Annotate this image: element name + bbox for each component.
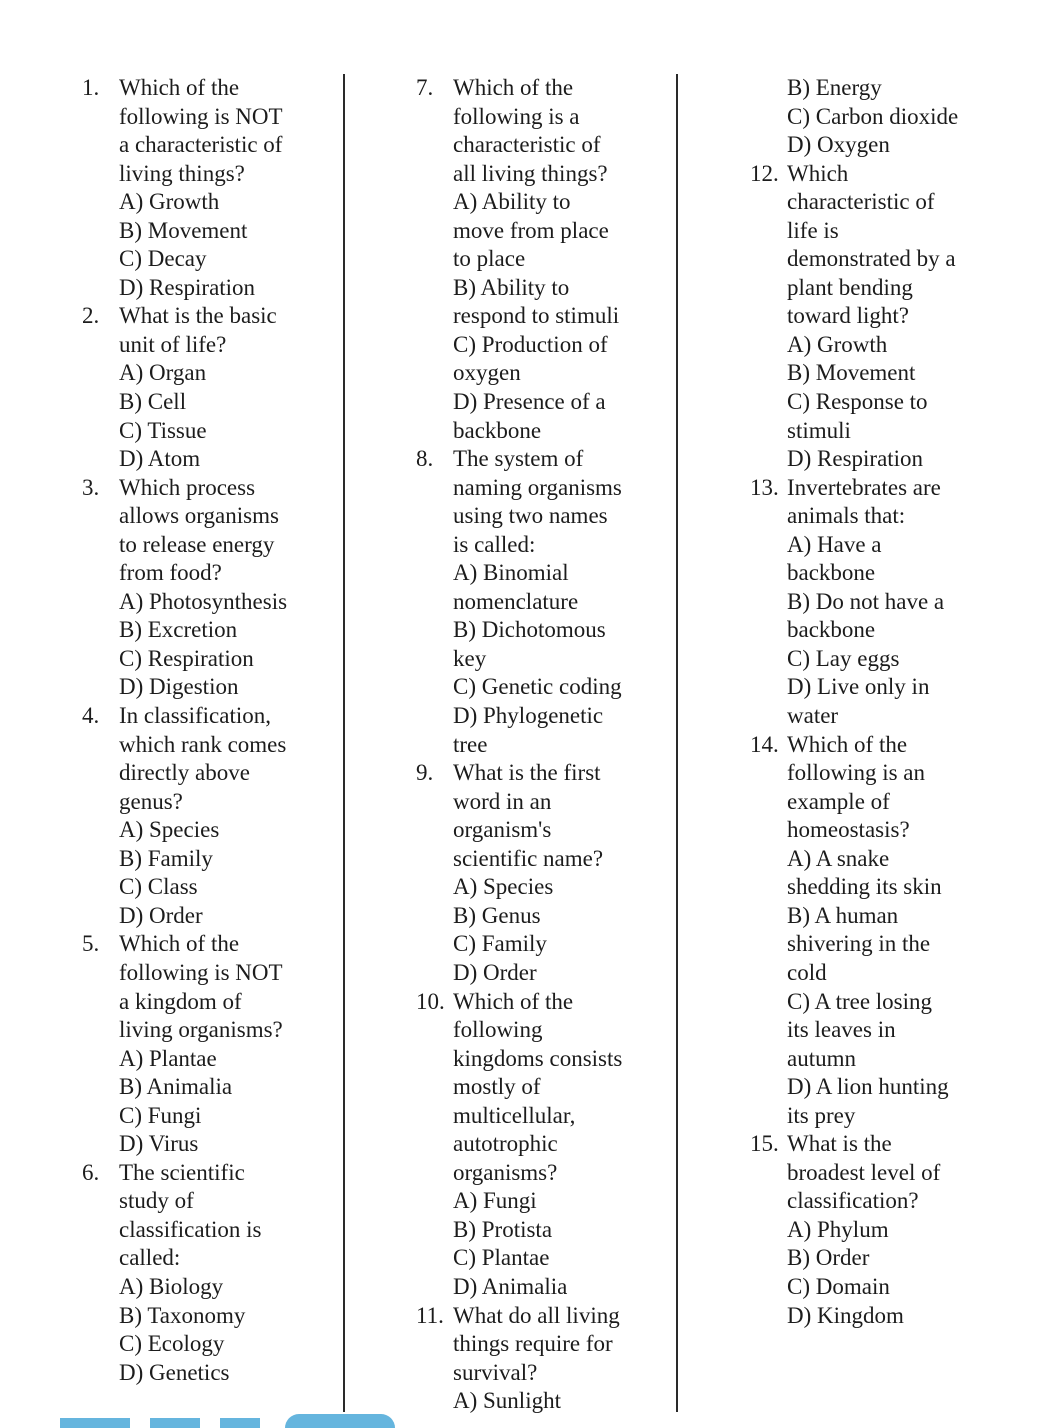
line-text: classification? xyxy=(787,1188,919,1214)
line-text: B) A human xyxy=(787,902,899,928)
line-text: water xyxy=(787,703,839,729)
question-text: Which of the xyxy=(119,75,240,100)
text-line xyxy=(750,1302,1050,1331)
text-line xyxy=(750,217,1050,246)
text-line xyxy=(750,702,1050,731)
line-text: demonstrated by a xyxy=(787,246,956,272)
text-line xyxy=(416,331,676,360)
text-line xyxy=(416,616,676,645)
text-line xyxy=(750,1273,1050,1302)
line-text: to place xyxy=(453,246,526,272)
text-line xyxy=(750,588,1050,617)
text-line xyxy=(416,274,676,303)
text-line xyxy=(750,902,1050,931)
question-line xyxy=(750,474,1050,503)
line-text: multicellular, xyxy=(453,1102,576,1128)
line-text: move from place xyxy=(453,217,609,243)
line-text: following is NOT xyxy=(119,103,283,129)
question-line xyxy=(82,474,342,503)
text-line xyxy=(416,1330,676,1359)
line-text: A) Sunlight xyxy=(453,1388,561,1414)
text-line xyxy=(82,359,342,388)
text-line xyxy=(416,245,676,274)
line-text: B) Animalia xyxy=(119,1074,233,1100)
text-line xyxy=(750,816,1050,845)
line-text: genus? xyxy=(119,788,183,814)
text-line xyxy=(82,1102,342,1131)
line-text: A) Have a xyxy=(787,531,882,557)
line-text: toward light? xyxy=(787,303,909,329)
text-line xyxy=(82,445,342,474)
line-text: characteristic of xyxy=(787,189,935,215)
line-text: key xyxy=(453,645,487,671)
question-number: 13. xyxy=(750,474,779,500)
line-text: D) Virus xyxy=(119,1131,199,1157)
text-line xyxy=(750,359,1050,388)
text-line xyxy=(416,160,676,189)
line-text: autumn xyxy=(787,1045,856,1071)
column-divider-1 xyxy=(343,74,345,1412)
question-number: 15. xyxy=(750,1131,779,1157)
text-line xyxy=(82,588,342,617)
line-text: living organisms? xyxy=(119,1017,283,1043)
text-line xyxy=(750,388,1050,417)
text-line xyxy=(82,103,342,132)
text-line xyxy=(82,759,342,788)
line-text: D) A lion hunting xyxy=(787,1074,949,1100)
line-text: things require for xyxy=(453,1331,613,1357)
line-text: C) Ecology xyxy=(119,1331,225,1357)
text-line xyxy=(416,645,676,674)
line-text: cold xyxy=(787,959,827,985)
line-text: all living things? xyxy=(453,160,608,186)
text-line xyxy=(82,245,342,274)
text-line xyxy=(416,1159,676,1188)
line-text: kingdoms consists xyxy=(453,1045,623,1071)
line-text: unit of life? xyxy=(119,331,227,357)
question-column-3 xyxy=(750,74,1050,1330)
line-text: its prey xyxy=(787,1102,856,1128)
line-text: following is a xyxy=(453,103,580,129)
line-text: C) Respiration xyxy=(119,645,254,671)
text-line xyxy=(750,959,1050,988)
question-line xyxy=(82,702,342,731)
line-text: C) Plantae xyxy=(453,1245,550,1271)
line-text: living things? xyxy=(119,160,245,186)
line-text: oxygen xyxy=(453,360,521,386)
line-text: B) Protista xyxy=(453,1216,553,1242)
question-line xyxy=(82,302,342,331)
line-text: D) Oxygen xyxy=(787,132,890,158)
text-line xyxy=(750,302,1050,331)
line-text: from food? xyxy=(119,560,222,586)
text-line xyxy=(82,388,342,417)
line-text: C) Response to xyxy=(787,389,928,415)
text-line xyxy=(416,816,676,845)
line-text: B) Movement xyxy=(787,360,916,386)
text-line xyxy=(750,988,1050,1017)
line-text: classification is xyxy=(119,1216,262,1242)
line-text: following is NOT xyxy=(119,959,283,985)
text-line xyxy=(750,1216,1050,1245)
line-text: called: xyxy=(119,1245,181,1271)
question-line xyxy=(82,74,342,103)
line-text: D) Kingdom xyxy=(787,1302,904,1328)
line-text: which rank comes xyxy=(119,731,287,757)
text-line xyxy=(750,1187,1050,1216)
line-text: B) Ability to xyxy=(453,274,570,300)
line-text: C) Tissue xyxy=(119,417,207,443)
line-text: following xyxy=(453,1017,543,1043)
line-text: B) Taxonomy xyxy=(119,1302,246,1328)
line-text: B) Cell xyxy=(119,389,187,415)
question-text: Which process xyxy=(119,474,256,500)
line-text: example of xyxy=(787,788,890,814)
line-text: allows organisms xyxy=(119,503,279,529)
line-text: B) Genus xyxy=(453,902,541,928)
question-column-2 xyxy=(416,74,676,1416)
question-text: What is the first xyxy=(453,760,601,786)
line-text: A) Fungi xyxy=(453,1188,537,1214)
line-text: D) Order xyxy=(119,902,203,928)
text-line xyxy=(750,1159,1050,1188)
text-line xyxy=(82,1187,342,1216)
question-number: 2. xyxy=(82,303,100,329)
text-line xyxy=(82,988,342,1017)
question-text: Which of the xyxy=(453,75,574,100)
line-text: directly above xyxy=(119,760,250,786)
line-text: A) Plantae xyxy=(119,1045,217,1071)
text-line xyxy=(750,445,1050,474)
text-line xyxy=(416,702,676,731)
text-line xyxy=(416,417,676,446)
text-line xyxy=(416,588,676,617)
question-number: 11. xyxy=(416,1302,444,1328)
text-line xyxy=(416,845,676,874)
text-line xyxy=(416,302,676,331)
text-line xyxy=(82,1359,342,1388)
text-line xyxy=(416,1073,676,1102)
line-text: scientific name? xyxy=(453,845,604,871)
question-column-1 xyxy=(82,74,342,1387)
question-text: Which xyxy=(787,160,849,186)
text-line xyxy=(416,531,676,560)
text-line xyxy=(82,673,342,702)
line-text: using two names xyxy=(453,503,608,529)
question-text: Which of the xyxy=(119,931,240,957)
line-text: broadest level of xyxy=(787,1159,941,1185)
text-line xyxy=(750,759,1050,788)
text-line xyxy=(82,731,342,760)
line-text: C) Decay xyxy=(119,246,207,272)
text-line xyxy=(82,645,342,674)
question-number: 7. xyxy=(416,75,434,100)
text-line xyxy=(82,845,342,874)
line-text: A) Ability to xyxy=(453,189,571,215)
line-text: D) Digestion xyxy=(119,674,239,700)
line-text: a kingdom of xyxy=(119,988,242,1014)
line-text: A) Species xyxy=(453,874,554,900)
text-line xyxy=(750,502,1050,531)
text-line xyxy=(416,959,676,988)
text-line xyxy=(750,417,1050,446)
text-line xyxy=(750,559,1050,588)
text-line xyxy=(416,1102,676,1131)
line-text: stimuli xyxy=(787,417,851,443)
question-line xyxy=(416,445,676,474)
line-text: tree xyxy=(453,731,488,757)
question-text: In classification, xyxy=(119,703,272,729)
line-text: B) Movement xyxy=(119,217,248,243)
text-line xyxy=(416,1216,676,1245)
text-line xyxy=(416,673,676,702)
line-text: shivering in the xyxy=(787,931,931,957)
question-line xyxy=(416,1302,676,1331)
line-text: A) Growth xyxy=(119,189,220,215)
text-line xyxy=(82,160,342,189)
line-text: respond to stimuli xyxy=(453,303,620,329)
line-text: B) Excretion xyxy=(119,617,238,643)
text-line xyxy=(416,103,676,132)
text-line xyxy=(416,188,676,217)
text-line xyxy=(416,474,676,503)
text-line xyxy=(416,502,676,531)
text-line xyxy=(82,1273,342,1302)
text-line xyxy=(416,731,676,760)
question-line xyxy=(82,930,342,959)
question-text: What do all living xyxy=(453,1302,620,1328)
text-line xyxy=(416,1387,676,1416)
line-text: C) Carbon dioxide xyxy=(787,103,959,129)
text-line xyxy=(416,359,676,388)
question-text: The scientific xyxy=(119,1159,245,1185)
text-line xyxy=(416,873,676,902)
watermark-logo xyxy=(60,1412,400,1428)
text-line xyxy=(82,502,342,531)
line-text: following is an xyxy=(787,760,925,786)
line-text: D) Genetics xyxy=(119,1359,230,1385)
line-text: backbone xyxy=(787,560,876,586)
text-line xyxy=(82,1016,342,1045)
question-number: 10. xyxy=(416,988,445,1014)
line-text: D) Respiration xyxy=(119,274,256,300)
text-line xyxy=(750,1102,1050,1131)
line-text: D) Order xyxy=(453,959,537,985)
text-line xyxy=(82,559,342,588)
question-text: What is the xyxy=(787,1131,892,1157)
question-text: Invertebrates are xyxy=(787,474,941,500)
line-text: C) Fungi xyxy=(119,1102,202,1128)
text-line xyxy=(82,1045,342,1074)
line-text: D) Respiration xyxy=(787,446,924,472)
line-text: A) Growth xyxy=(787,331,888,357)
text-line xyxy=(82,959,342,988)
line-text: C) Production of xyxy=(453,331,608,357)
line-text: A) Biology xyxy=(119,1273,224,1299)
text-line xyxy=(416,217,676,246)
line-text: D) Presence of a xyxy=(453,389,606,415)
line-text: A) Organ xyxy=(119,360,207,386)
line-text: word in an xyxy=(453,788,552,814)
line-text: B) Family xyxy=(119,845,213,871)
text-line xyxy=(750,1016,1050,1045)
line-text: shedding its skin xyxy=(787,874,942,900)
text-line xyxy=(416,131,676,160)
text-line xyxy=(416,902,676,931)
text-line xyxy=(82,902,342,931)
line-text: mostly of xyxy=(453,1074,541,1100)
text-line xyxy=(416,930,676,959)
question-text: The system of xyxy=(453,446,584,472)
text-line xyxy=(750,103,1050,132)
question-line xyxy=(750,1130,1050,1159)
text-line xyxy=(82,1216,342,1245)
text-line xyxy=(750,74,1050,103)
question-number: 8. xyxy=(416,446,434,472)
line-text: C) Genetic coding xyxy=(453,674,622,700)
text-line xyxy=(750,873,1050,902)
line-text: a characteristic of xyxy=(119,132,283,158)
question-text: Which of the xyxy=(453,988,574,1014)
line-text: B) Order xyxy=(787,1245,870,1271)
line-text: C) Family xyxy=(453,931,547,957)
text-line xyxy=(416,1359,676,1388)
text-line xyxy=(82,788,342,817)
line-text: plant bending xyxy=(787,274,913,300)
text-line xyxy=(416,388,676,417)
line-text: autotrophic xyxy=(453,1131,558,1157)
question-number: 9. xyxy=(416,760,434,786)
text-line xyxy=(750,1244,1050,1273)
text-line xyxy=(750,331,1050,360)
text-line xyxy=(82,417,342,446)
question-number: 4. xyxy=(82,703,100,729)
text-line xyxy=(416,1016,676,1045)
line-text: nomenclature xyxy=(453,588,579,614)
line-text: its leaves in xyxy=(787,1017,896,1043)
text-line xyxy=(416,559,676,588)
line-text: A) Species xyxy=(119,817,220,843)
question-line xyxy=(82,1159,342,1188)
text-line xyxy=(82,531,342,560)
text-line xyxy=(82,274,342,303)
question-number: 12. xyxy=(750,160,779,186)
question-text: What is the basic xyxy=(119,303,277,329)
line-text: C) A tree losing xyxy=(787,988,933,1014)
line-text: study of xyxy=(119,1188,194,1214)
line-text: A) Binomial xyxy=(453,560,569,586)
line-text: survival? xyxy=(453,1359,538,1385)
text-line xyxy=(82,331,342,360)
line-text: D) Phylogenetic xyxy=(453,703,604,729)
text-line xyxy=(416,1273,676,1302)
line-text: animals that: xyxy=(787,503,906,529)
line-text: A) A snake xyxy=(787,845,890,871)
line-text: D) Atom xyxy=(119,446,201,472)
line-text: A) Photosynthesis xyxy=(119,588,288,614)
text-line xyxy=(750,645,1050,674)
text-line xyxy=(82,816,342,845)
text-line xyxy=(416,1045,676,1074)
line-text: backbone xyxy=(787,617,876,643)
question-line xyxy=(750,731,1050,760)
line-text: B) Do not have a xyxy=(787,588,945,614)
text-line xyxy=(750,845,1050,874)
text-line xyxy=(82,217,342,246)
line-text: organism's xyxy=(453,817,552,843)
line-text: B) Energy xyxy=(787,75,882,100)
text-line xyxy=(82,1073,342,1102)
text-line xyxy=(750,1073,1050,1102)
line-text: B) Dichotomous xyxy=(453,617,606,643)
text-line xyxy=(82,1302,342,1331)
question-number: 3. xyxy=(82,474,100,500)
text-line xyxy=(416,788,676,817)
text-line xyxy=(82,1244,342,1273)
line-text: naming organisms xyxy=(453,474,622,500)
text-line xyxy=(750,616,1050,645)
text-line xyxy=(416,1187,676,1216)
line-text: C) Domain xyxy=(787,1273,890,1299)
question-line xyxy=(416,759,676,788)
text-line xyxy=(416,1130,676,1159)
text-line xyxy=(750,274,1050,303)
text-line xyxy=(82,616,342,645)
text-line xyxy=(750,531,1050,560)
line-text: C) Class xyxy=(119,874,198,900)
question-number: 14. xyxy=(750,731,779,757)
text-line xyxy=(82,1130,342,1159)
line-text: characteristic of xyxy=(453,132,601,158)
line-text: to release energy xyxy=(119,531,275,557)
text-line xyxy=(82,1330,342,1359)
text-line xyxy=(82,873,342,902)
text-line xyxy=(750,930,1050,959)
text-line xyxy=(750,245,1050,274)
question-number: 5. xyxy=(82,931,100,957)
line-text: is called: xyxy=(453,531,536,557)
text-line xyxy=(750,1045,1050,1074)
question-number: 1. xyxy=(82,75,100,100)
line-text: D) Live only in xyxy=(787,674,930,700)
text-line xyxy=(750,673,1050,702)
text-line xyxy=(82,188,342,217)
question-line xyxy=(416,74,676,103)
column-divider-2 xyxy=(676,74,678,1412)
line-text: C) Lay eggs xyxy=(787,645,900,671)
text-line xyxy=(750,788,1050,817)
question-line xyxy=(416,988,676,1017)
line-text: backbone xyxy=(453,417,542,443)
line-text: A) Phylum xyxy=(787,1216,889,1242)
line-text: organisms? xyxy=(453,1159,558,1185)
text-line xyxy=(82,131,342,160)
line-text: D) Animalia xyxy=(453,1273,568,1299)
question-number: 6. xyxy=(82,1159,100,1185)
line-text: life is xyxy=(787,217,839,243)
text-line xyxy=(750,131,1050,160)
question-line xyxy=(750,160,1050,189)
line-text: homeostasis? xyxy=(787,817,910,843)
text-line xyxy=(750,188,1050,217)
question-text: Which of the xyxy=(787,731,908,757)
text-line xyxy=(416,1244,676,1273)
